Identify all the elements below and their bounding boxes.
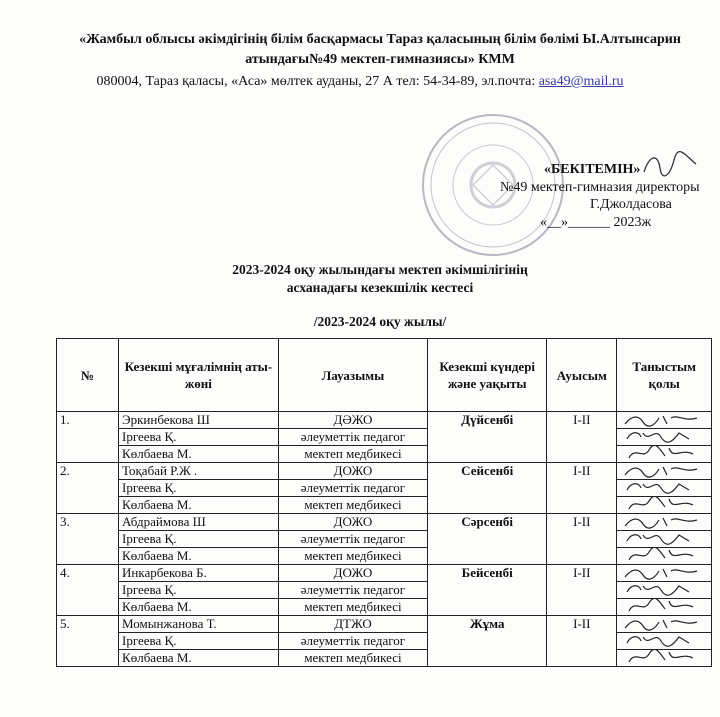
email-link[interactable]: asa49@mail.ru [538, 74, 624, 89]
duty-day: Жұма [428, 616, 547, 667]
signature-cell [617, 514, 712, 531]
handwritten-signature-icon [619, 480, 703, 498]
signature-cell [617, 633, 712, 650]
approval-position: №49 мектеп-гимназия директоры [500, 180, 700, 195]
handwritten-signature-icon [619, 548, 703, 566]
signature-cell [617, 548, 712, 565]
table-row [57, 514, 712, 531]
teacher-name: Көлбаева М. [119, 548, 279, 565]
teacher-name: Эркинбекова Ш [119, 412, 279, 429]
duty-day: Дүйсенбі [428, 412, 547, 463]
col-header-days: Кезекші күндері және уақыты [428, 339, 547, 412]
col-header-sign: Таныстым қолы [617, 339, 712, 412]
teacher-position: әлеуметтік педагог [278, 429, 428, 446]
col-header-position: Лауазымы [278, 339, 428, 412]
handwritten-signature-icon [619, 616, 703, 634]
duty-day: Сәрсенбі [428, 514, 547, 565]
signature-cell [617, 599, 712, 616]
handwritten-signature-icon [619, 531, 703, 549]
duty-schedule-table [56, 338, 712, 667]
teacher-position: әлеуметтік педагог [278, 480, 428, 497]
teacher-name: Іргеева Қ. [119, 531, 279, 548]
teacher-position: ДТЖО [278, 616, 428, 633]
teacher-position: мектеп медбикесі [278, 650, 428, 667]
signature-cell [617, 463, 712, 480]
teacher-position: мектеп медбикесі [278, 497, 428, 514]
teacher-position: мектеп медбикесі [278, 446, 428, 463]
signature-cell [617, 582, 712, 599]
teacher-name: Тоқабай Р.Ж . [119, 463, 279, 480]
approval-title: «БЕКІТЕМІН» [544, 162, 641, 177]
teacher-name: Іргеева Қ. [119, 480, 279, 497]
col-header-num: № [57, 339, 119, 412]
table-row [57, 412, 712, 429]
document-subtitle: /2023-2024 оқу жылы/ [313, 314, 447, 329]
document-title-line2: асханадағы кезекшілік кестесі [286, 280, 474, 295]
table-row [57, 565, 712, 582]
handwritten-signature-icon [619, 412, 703, 430]
signature-cell [617, 497, 712, 514]
approval-director: Г.Джолдасова [590, 197, 672, 212]
handwritten-signature-icon [619, 463, 703, 481]
teacher-position: ДОЖО [278, 463, 428, 480]
signature-cell [617, 650, 712, 667]
teacher-name: Инкарбекова Б. [119, 565, 279, 582]
teacher-name: Іргеева Қ. [119, 582, 279, 599]
handwritten-signature-icon [619, 565, 703, 583]
teacher-name: Көлбаева М. [119, 446, 279, 463]
duty-shift: I-II [547, 616, 617, 667]
signature-cell [617, 446, 712, 463]
teacher-position: ДОЖО [278, 565, 428, 582]
row-number: 4. [57, 565, 119, 616]
teacher-position: әлеуметтік педагог [278, 531, 428, 548]
signature-cell [617, 480, 712, 497]
teacher-name: Көлбаева М. [119, 497, 279, 514]
teacher-name: Іргеева Қ. [119, 429, 279, 446]
handwritten-signature-icon [619, 429, 703, 447]
signature-cell [617, 412, 712, 429]
col-header-shift: Ауысым [547, 339, 617, 412]
teacher-name: Көлбаева М. [119, 599, 279, 616]
document-title-line1: 2023-2024 оқу жылындағы мектеп әкімшілігінің [232, 262, 528, 277]
handwritten-signature-icon [619, 582, 703, 600]
teacher-position: әлеуметтік педагог [278, 582, 428, 599]
col-header-name: Кезекші мұғалімнің аты-жөні [119, 339, 279, 412]
teacher-position: ДӘЖО [278, 412, 428, 429]
handwritten-signature-icon [619, 633, 703, 651]
teacher-name: Іргеева Қ. [119, 633, 279, 650]
organization-name: «Жамбыл облысы әкімдігінің білім басқармасы Тараз қаласының білім бөлімі Ы.Алтынсарин атындағы№49 мектеп-гимназиясы» КММ [79, 32, 681, 67]
teacher-position: мектеп медбикесі [278, 548, 428, 565]
row-number: 3. [57, 514, 119, 565]
duty-shift: I-II [547, 514, 617, 565]
duty-day: Сейсенбі [428, 463, 547, 514]
signature-cell [617, 429, 712, 446]
handwritten-signature-icon [619, 514, 703, 532]
teacher-name: Момынжанова Т. [119, 616, 279, 633]
table-row [57, 616, 712, 633]
handwritten-signature-icon [619, 650, 703, 668]
teacher-position: ДОЖО [278, 514, 428, 531]
table-row [57, 463, 712, 480]
row-number: 1. [57, 412, 119, 463]
duty-day: Бейсенбі [428, 565, 547, 616]
row-number: 5. [57, 616, 119, 667]
duty-shift: I-II [547, 565, 617, 616]
teacher-name: Абдраймова Ш [119, 514, 279, 531]
handwritten-signature-icon [619, 599, 703, 617]
duty-shift: I-II [547, 463, 617, 514]
director-signature-icon [640, 150, 700, 180]
row-number: 2. [57, 463, 119, 514]
organization-address [0, 74, 720, 90]
teacher-position: мектеп медбикесі [278, 599, 428, 616]
teacher-position: әлеуметтік педагог [278, 633, 428, 650]
signature-cell [617, 565, 712, 582]
address-text: 080004, Тараз қаласы, «Аса» мөлтек ауданы, 27 А тел: 54-34-89, эл.почта: [96, 74, 539, 89]
signature-cell [617, 616, 712, 633]
approval-date: «__»______ 2023ж [540, 215, 652, 230]
signature-cell [617, 531, 712, 548]
table-header-row [57, 339, 712, 412]
handwritten-signature-icon [619, 497, 703, 515]
teacher-name: Көлбаева М. [119, 650, 279, 667]
duty-shift: I-II [547, 412, 617, 463]
handwritten-signature-icon [619, 446, 703, 464]
